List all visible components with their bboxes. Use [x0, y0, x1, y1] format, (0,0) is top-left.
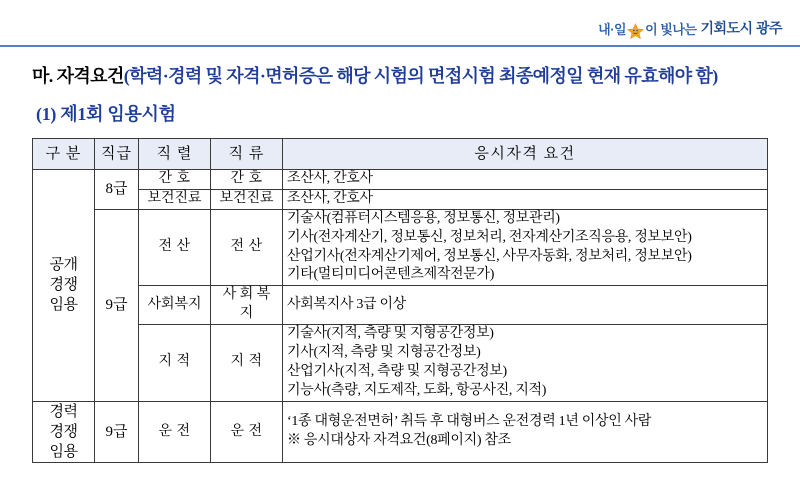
section-heading-label: 마. 자격요건 [32, 66, 124, 86]
table-row [33, 209, 768, 286]
cell-category-cadastral: 지 적 [211, 325, 283, 402]
table-row [33, 170, 768, 190]
requirement-line: 산업기사(지적, 측량 및 지형공간정보) [287, 363, 507, 379]
requirement-line: 조산사, 간호사 [287, 171, 373, 186]
page-header [0, 0, 800, 47]
cell-category-health: 보건진료 [211, 189, 283, 209]
cell-requirements-computing [283, 209, 768, 286]
logo-segment-1: 내·일 [598, 22, 627, 37]
table-row [33, 325, 768, 402]
requirement-line: 사회복지사 3급 이상 [287, 296, 406, 312]
section-heading-note: (학력·경력 및 자격·면허증은 해당 시험의 면접시험 최종예정일 현재 유효해야 함) [123, 66, 718, 86]
table-row [33, 189, 768, 209]
cell-category-computing: 전 산 [211, 209, 283, 286]
cell-category-welfare: 사 회 복 지 [211, 286, 283, 325]
requirement-line: ※ 응시대상자 자격요건(8페이지) 참조 [287, 433, 511, 449]
qualification-table [32, 138, 768, 463]
requirement-line: 기술사(지적, 측량 및 지형공간정보) [287, 326, 494, 342]
logo-segment-2: 이 빛나는 [645, 22, 697, 37]
section-heading [32, 62, 718, 88]
cell-requirements-driving [283, 401, 768, 463]
cell-division-open: 공개 경쟁 임용 [33, 170, 95, 402]
cell-grade-9-open: 9급 [95, 209, 139, 401]
requirement-line: 기사(지적, 측량 및 지형공간정보) [287, 345, 481, 361]
column-header-requirements: 응시자격 요건 [283, 139, 768, 170]
column-header-division: 구 분 [33, 139, 95, 170]
table-row [33, 286, 768, 325]
cell-category-nursing: 간 호 [211, 170, 283, 190]
cell-category-driving: 운 전 [211, 401, 283, 463]
cell-division-career: 경력 경쟁 임용 [33, 401, 95, 463]
column-header-grade: 직급 [95, 139, 139, 170]
cell-series-cadastral: 지 적 [139, 325, 211, 402]
cell-requirements-welfare [283, 286, 768, 325]
requirement-line: ‘1종 대형운전면허’ 취득 후 대형버스 운전경력 1년 이상인 사람 [287, 414, 652, 430]
requirement-line: 기술사(컴퓨터시스템응용, 정보통신, 정보관리) [287, 210, 560, 226]
column-header-category: 직 류 [211, 139, 283, 170]
cell-series-welfare: 사회복지 [139, 286, 211, 325]
cell-series-nursing: 간 호 [139, 170, 211, 190]
cell-grade-9-career: 9급 [95, 401, 139, 463]
logo-segment-3: 기회도시 광주 [700, 20, 782, 36]
cell-requirements-cadastral [283, 325, 768, 402]
city-logo [598, 6, 782, 38]
cell-requirements-health [283, 189, 768, 209]
subsection-heading: (1) 제1회 임용시험 [36, 104, 176, 124]
cell-requirements-nursing [283, 170, 768, 190]
requirement-line: 기능사(측량, 지도제작, 도화, 항공사진, 지적) [287, 382, 547, 398]
requirement-line: 기타(멀티미디어콘텐츠제작전문가) [287, 267, 495, 283]
table-header [33, 139, 768, 170]
cell-series-health: 보건진료 [139, 189, 211, 209]
requirement-line: 기사(전자계산기, 정보통신, 정보처리, 전자계산기조직응용, 정보보안) [287, 229, 692, 245]
cell-series-computing: 전 산 [139, 209, 211, 286]
table-row [33, 401, 768, 463]
requirement-line: 산업기사(전자계산기제어, 정보통신, 사무자동화, 정보처리, 정보보안) [287, 248, 692, 264]
table-header-row [33, 139, 768, 170]
cell-series-driving: 운 전 [139, 401, 211, 463]
requirement-line: 조산사, 간호사 [287, 190, 373, 206]
column-header-series: 직 렬 [139, 139, 211, 170]
cell-grade-8: 8급 [95, 170, 139, 210]
table-body [33, 170, 768, 463]
star-icon [627, 23, 644, 40]
